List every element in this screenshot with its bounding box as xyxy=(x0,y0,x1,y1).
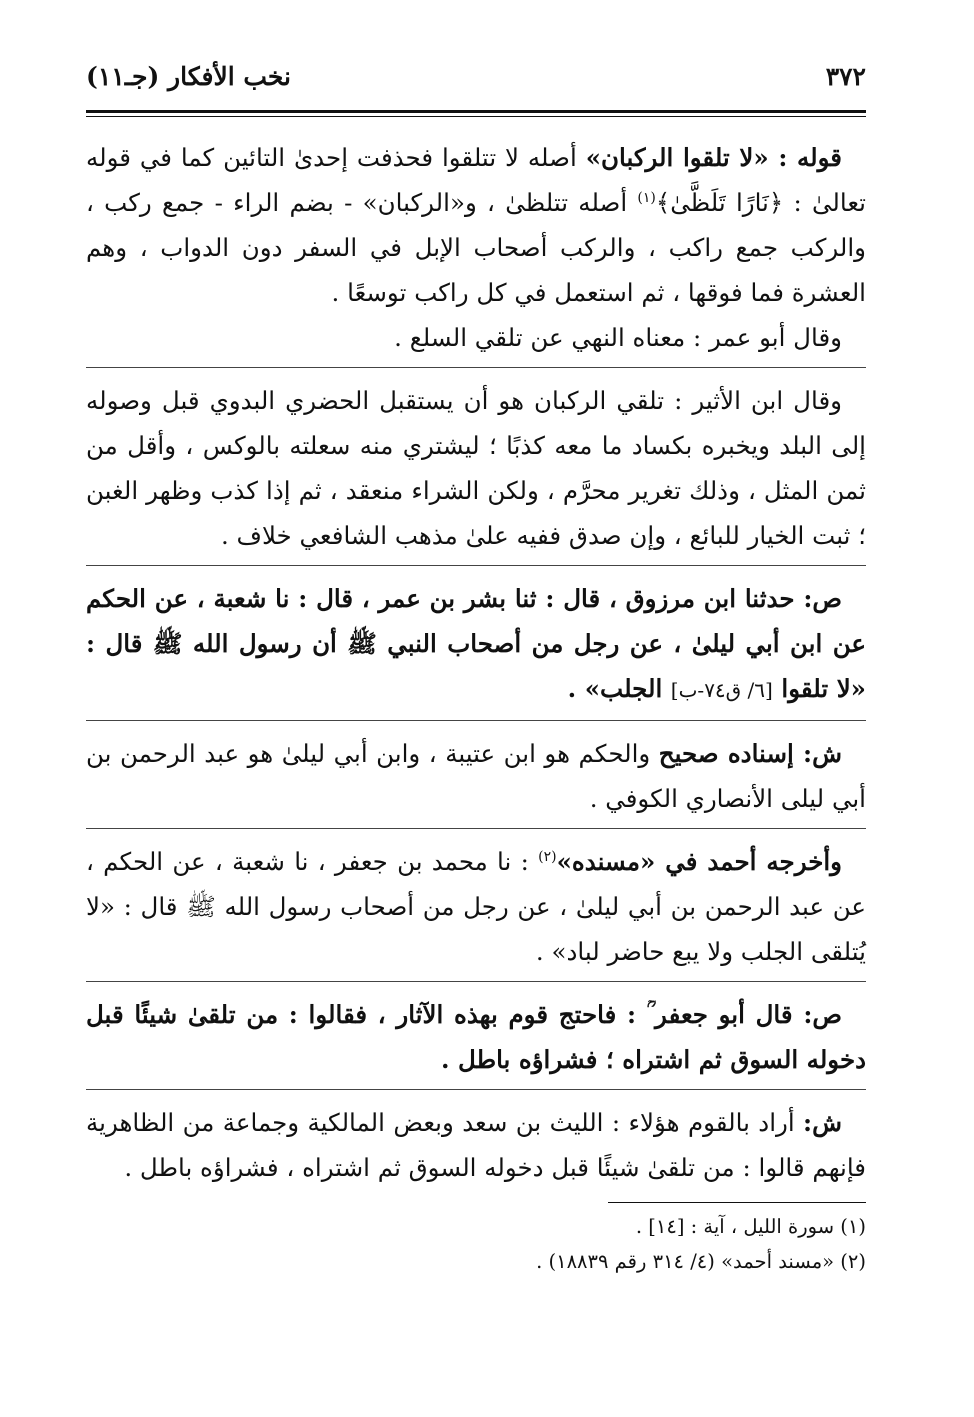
paragraph-text: والحكم هو ابن عتيبة ، وابن أبي ليلىٰ هو عبد الرحمن بن أبي ليلى الأنصاري الكوفي . xyxy=(86,739,866,813)
paragraph-lead: ص: xyxy=(803,1000,842,1029)
paragraph-text: أراد بالقوم هؤلاء : الليث بن سعد وبعض المالكية وجماعة من الظاهرية فإنهم قالوا : من تلقىٰ شيئًا قبل دخوله السوق ثم اشتراه ، فشراؤه باطل . xyxy=(86,1108,866,1182)
book-title: نخب الأفكار (جـ١١) xyxy=(86,62,292,91)
section-divider xyxy=(86,828,866,829)
paragraph-text: الجلب» . xyxy=(567,674,671,703)
paragraph-lead: ش: xyxy=(803,1108,842,1137)
manuscript-ref: [٦/ ق٧٤-ب] xyxy=(670,678,773,702)
paragraph-3: وقال ابن الأثير : تلقي الركبان هو أن يستقبل الحضري البدوي قبل وصوله إلى البلد ويخبره بكساد ما معه كذبًا ؛ ليشتري منه سعلته بالوكس ، وأقل من ثمن المثل ، وذلك تغرير محرَّم ، ولكن الشراء منعقد ، ثم إذا كذب وظهر الغبن ؛ ثبت الخيار للبائع ، وإن صدق ففيه علىٰ مذهب الشافعي خلاف . xyxy=(86,386,866,550)
paragraph-lead: ص: xyxy=(803,584,842,613)
footnote-ref: (٢) xyxy=(538,848,557,865)
footnote-rule xyxy=(608,1202,866,1203)
section-divider xyxy=(86,367,866,368)
section-divider xyxy=(86,565,866,566)
paragraph-text: أصله تتلظىٰ ، و«الركبان» - بضم الراء - جمع ركب ، والركب جمع راكب ، والركب أصحاب الإبل في السفر دون الدواب ، وهم العشرة فما فوقها ، ثم استعمل في كل راكب توسعًا . xyxy=(86,188,866,307)
paragraph-lead: ش: xyxy=(803,739,842,768)
paragraph-2: وقال أبو عمر : معناه النهي عن تلقي السلع . xyxy=(394,323,842,352)
paragraph-1 xyxy=(86,135,866,315)
paragraph-4 xyxy=(86,576,866,713)
paragraph-5 xyxy=(86,731,866,821)
section-divider xyxy=(86,981,866,982)
paragraph-text: حدثنا ابن مرزوق ، قال : ثنا بشر بن عمر ، قال : نا شعبة ، عن الحكم عن ابن أبي ليلىٰ ، عن رجل من أصحاب النبي ﷺ أن رسول الله ﷺ قال : «لا تلقوا xyxy=(86,584,866,703)
paragraph-text: قال أبو جعفر ؒ : فاحتج قوم بهذه الآثار ، فقالوا : من تلقىٰ شيئًا قبل دخوله السوق ثم اشتراه ؛ فشراؤه باطل . xyxy=(86,1000,866,1074)
paragraph-8 xyxy=(86,1100,866,1190)
paragraph-lead: وأخرجه أحمد في «مسنده» xyxy=(556,847,843,876)
footnotes xyxy=(86,1202,866,1279)
header-rule-thick xyxy=(86,110,866,113)
footnote-2: (٢) «مسند أحمد» (٤/ ٣١٤ رقم ١٨٨٣٩) . xyxy=(536,1250,866,1273)
paragraph-7 xyxy=(86,992,866,1082)
paragraph-bold-text: إسناده صحيح xyxy=(658,739,804,768)
page-header xyxy=(86,62,866,108)
footnote-1: (١) سورة الليل ، آية : [١٤] . xyxy=(635,1215,866,1238)
section-divider xyxy=(86,1089,866,1090)
paragraph-6 xyxy=(86,839,866,974)
section-divider xyxy=(86,720,866,721)
paragraph-lead: قوله : «لا تلقوا الركبان» xyxy=(585,143,842,172)
page-number: ٣٧٢ xyxy=(825,62,866,91)
footnote-ref: (١) xyxy=(637,189,656,206)
paragraph-text: أصله لا تتلقوا فحذفت إحدىٰ التائين كما في قوله تعالىٰ : ﴿نَارًا تَلَظَّىٰ﴾ xyxy=(86,143,866,217)
paragraph-text: : نا محمد بن جعفر ، نا شعبة ، عن الحكم ، عن عبد الرحمن بن أبي ليلىٰ ، عن رجل من أصحاب رسول الله ﷺ قال : «لا يُتلقى الجلب ولا يبع حاضر لباد» . xyxy=(86,847,866,966)
header-rule-thin xyxy=(86,116,866,117)
